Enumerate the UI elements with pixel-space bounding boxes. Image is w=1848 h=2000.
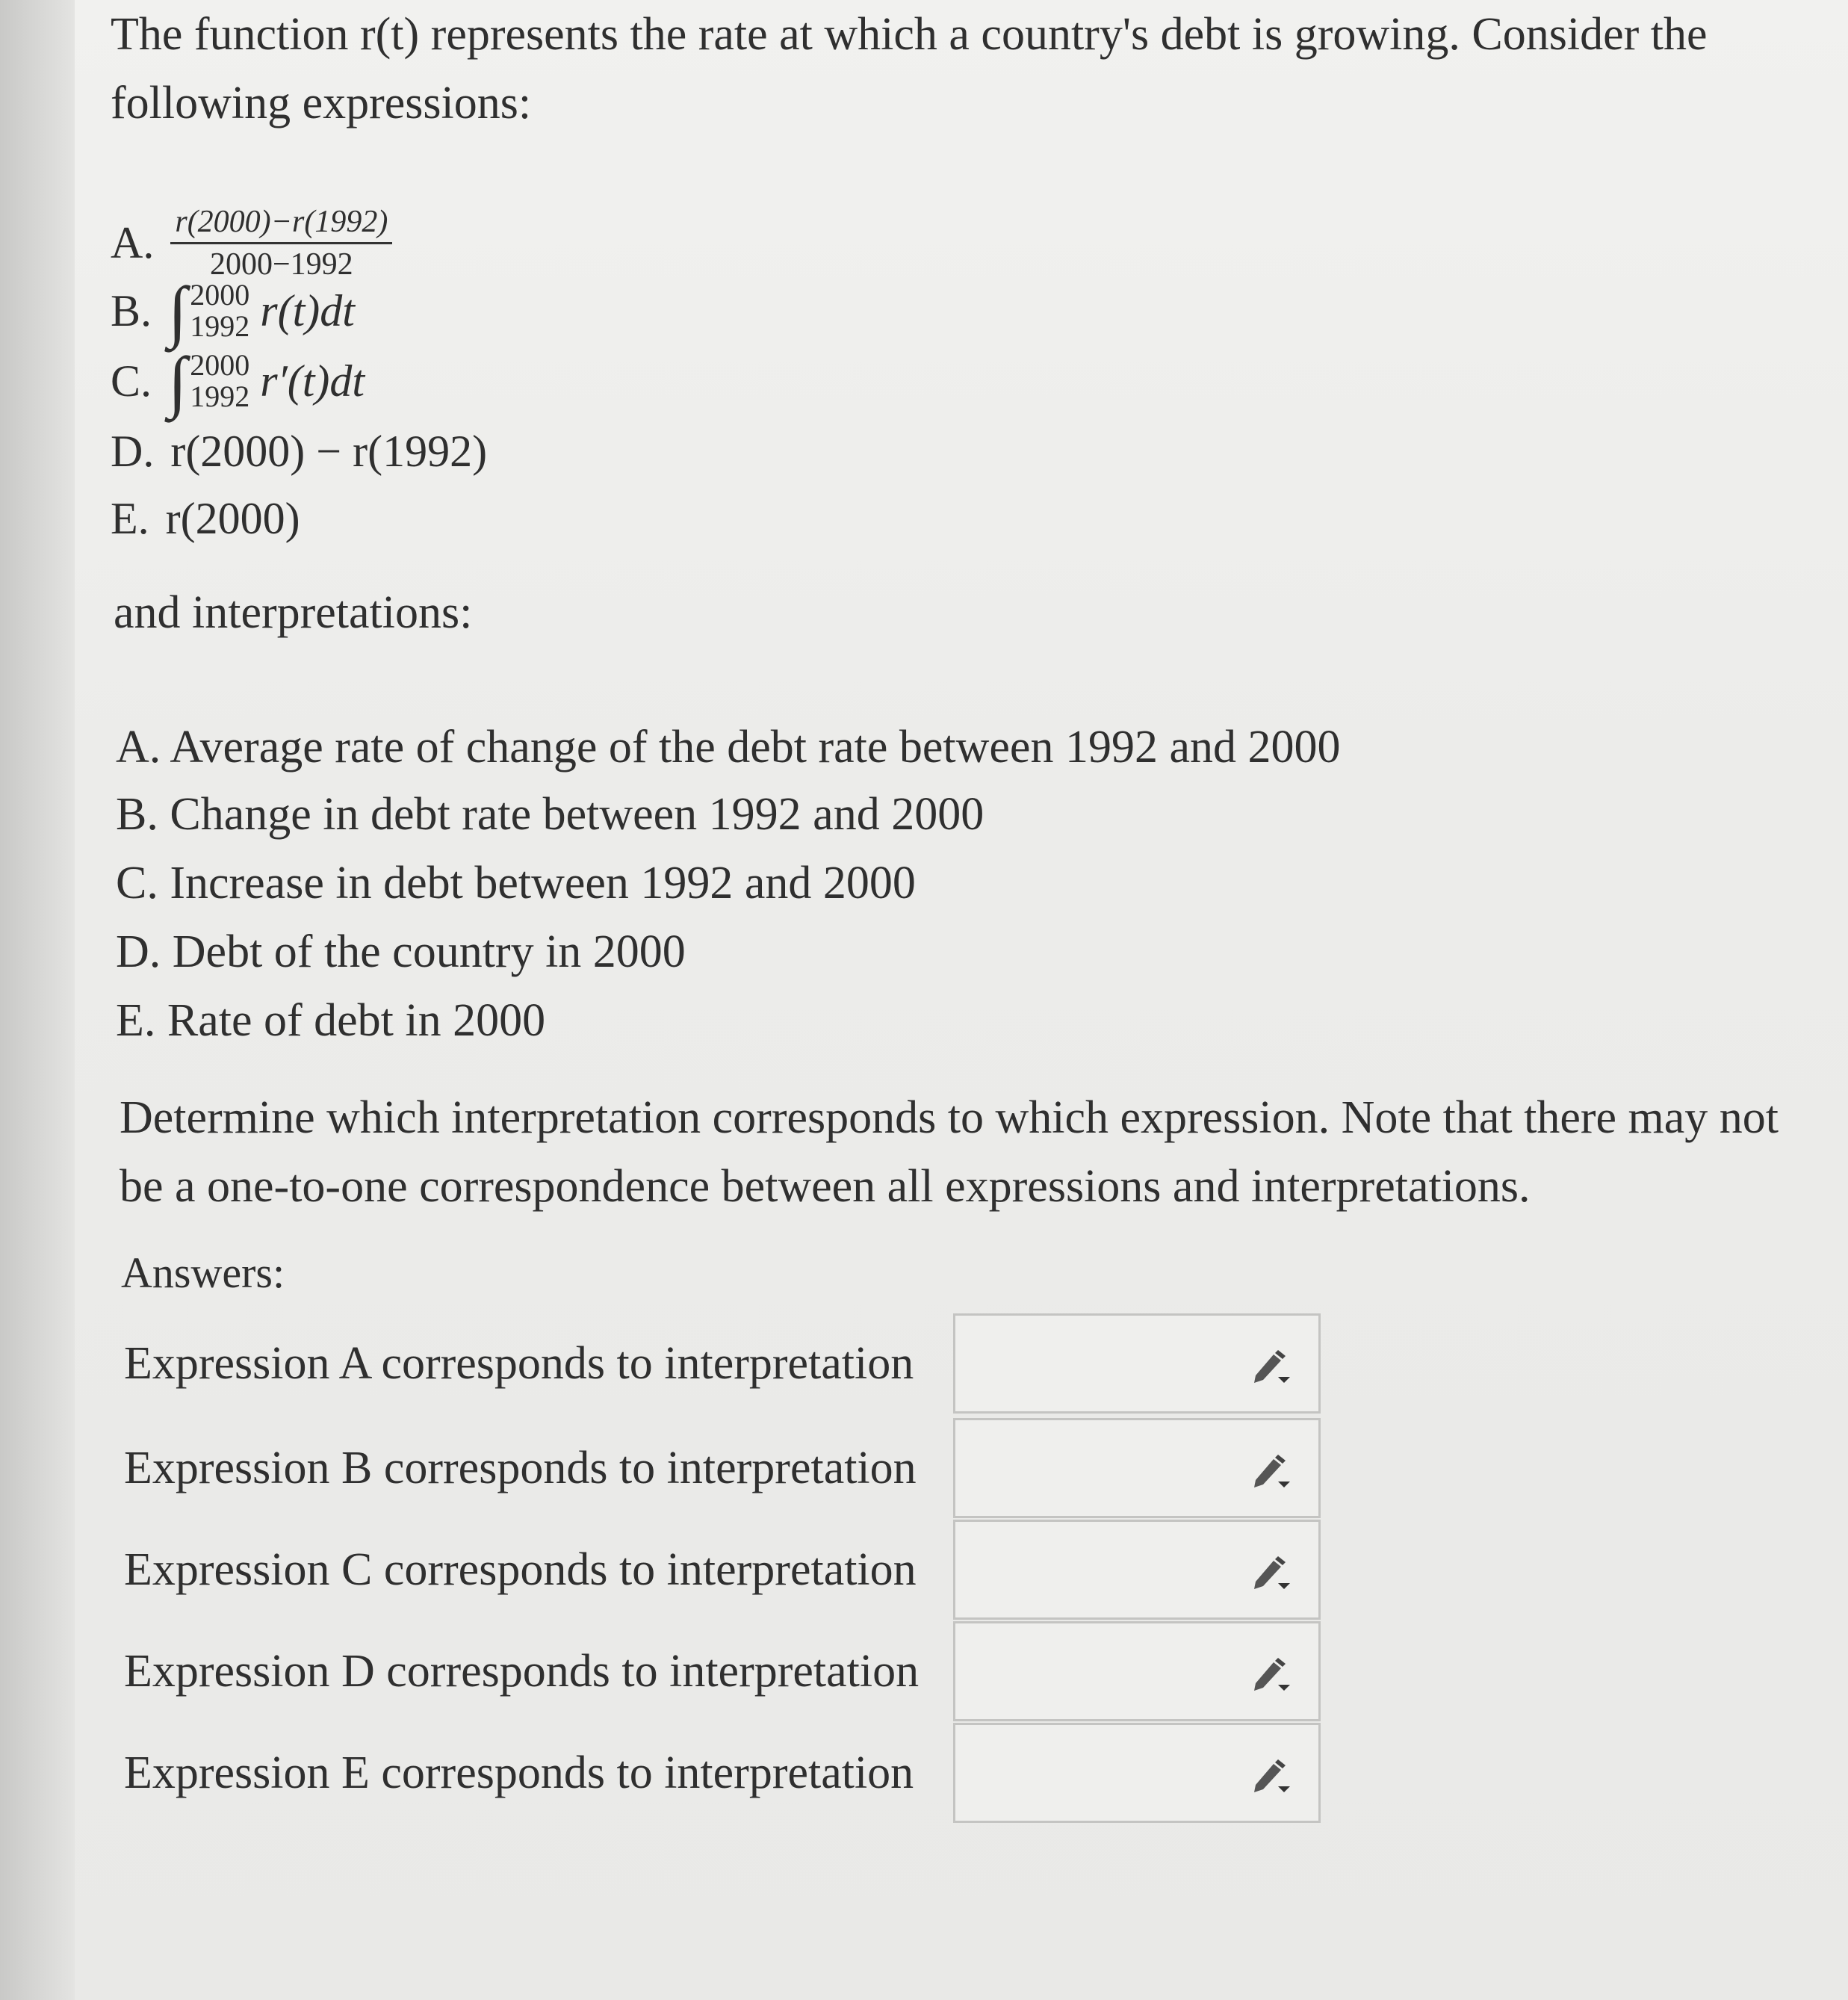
answer-input-d[interactable] [953,1621,1321,1721]
expression-e-letter: E. [111,494,149,543]
answer-row-c [124,1520,1321,1620]
expression-b [111,273,355,349]
answer-input-a[interactable] [953,1313,1321,1414]
expression-b-letter: B. [111,285,152,335]
interpretation-a: A. Average rate of change of the debt rate between 1992 and 2000 [116,722,1341,773]
expression-d-letter: D. [111,427,155,476]
pencil-dropdown-icon[interactable] [1251,1756,1293,1794]
expression-b-upper-limit: 2000 [190,278,250,312]
answer-row-e [124,1723,1321,1823]
expression-a [111,203,392,283]
interpretation-e: E. Rate of debt in 2000 [116,995,546,1046]
pencil-dropdown-icon[interactable] [1251,1553,1293,1591]
expression-c-letter: C. [111,356,152,406]
answer-input-c[interactable] [953,1520,1321,1620]
answers-heading: Answers: [121,1248,285,1297]
interpretation-c: C. Increase in debt between 1992 and 2000 [116,858,916,908]
answer-input-e[interactable] [953,1723,1321,1823]
expression-b-integrand: r(t)dt [260,285,355,335]
answer-label-e: Expression E corresponds to interpretation [124,1747,914,1798]
expression-a-numerator: r(2000)−r(1992) [170,203,392,244]
expression-b-limits [190,279,249,342]
screen-bezel [0,0,75,2000]
answer-row-b [124,1418,1321,1518]
expression-a-fraction [170,203,392,283]
interpretation-b: B. Change in debt rate between 1992 and 2000 [116,789,985,840]
answer-label-c: Expression C corresponds to interpretation [124,1544,917,1595]
interpretation-d: D. Debt of the country in 2000 [116,926,686,977]
answer-label-d: Expression D corresponds to interpretation [124,1645,920,1697]
pencil-dropdown-icon[interactable] [1251,1655,1293,1692]
answer-input-b[interactable] [953,1418,1321,1518]
expression-a-denominator: 2000−1992 [209,247,353,282]
question-intro: The function r(t) represents the rate at which a country's debt is growing. Consider the following expressions: [111,9,1708,129]
expression-a-letter: A. [111,218,155,267]
integral-sign: ∫ [168,343,187,419]
answer-label-b: Expression B corresponds to interpretation [124,1442,917,1493]
expression-c-upper-limit: 2000 [190,348,250,382]
expression-c [111,343,365,419]
instruction-text: Determine which interpretation corresponds to which expression. Note that there may not be a one-to-one correspondence between all expressions and interpretations. [120,1092,1779,1212]
expression-c-limits [190,350,249,412]
expression-d-text: r(2000) − r(1992) [170,427,488,476]
expression-c-integrand: r′(t)dt [260,356,365,406]
expression-c-integral [168,343,365,419]
expression-e-text: r(2000) [165,494,300,543]
expression-d [111,426,487,477]
pencil-dropdown-icon[interactable] [1251,1347,1293,1384]
expression-b-integral [168,273,355,349]
answer-row-a [124,1313,1321,1414]
answer-label-a: Expression A corresponds to interpretation [124,1337,914,1389]
expression-e [111,493,300,545]
integral-sign: ∫ [168,273,187,349]
answer-row-d [124,1621,1321,1721]
pencil-dropdown-icon[interactable] [1251,1452,1293,1489]
expression-c-lower-limit: 1992 [190,380,250,413]
expression-b-lower-limit: 1992 [190,309,250,343]
interpretations-heading: and interpretations: [114,587,473,638]
